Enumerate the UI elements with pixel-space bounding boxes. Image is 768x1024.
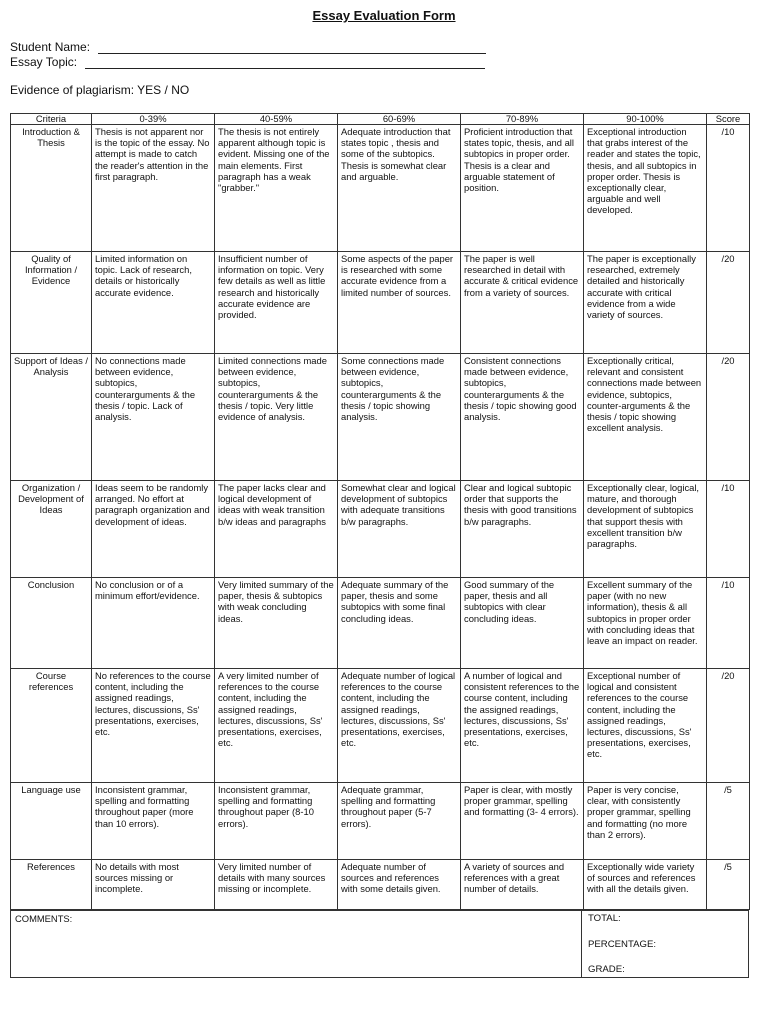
criteria-cell: Conclusion — [11, 578, 92, 669]
rubric-cell: Very limited summary of the paper, thesis & subtopics with weak concluding ideas. — [215, 578, 338, 669]
score-cell: /5 — [707, 783, 750, 860]
column-header: 70-89% — [461, 114, 584, 125]
criteria-cell: References — [11, 860, 92, 910]
rubric-cell: Very limited number of details with many sources missing or incomplete. — [215, 860, 338, 910]
page-title: Essay Evaluation Form — [312, 8, 456, 23]
total-label: TOTAL: — [588, 913, 621, 924]
rubric-cell: Paper is clear, with mostly proper grammar, spelling and formatting (3- 4 errors). — [461, 783, 584, 860]
student-name-line — [98, 52, 486, 54]
rubric-cell: No references to the course content, including the assigned readings, lectures, discussions, Ss' presentations, exercises, etc. — [92, 669, 215, 783]
rubric-header-row — [11, 114, 750, 125]
table-row — [11, 860, 750, 910]
rubric-cell: Adequate summary of the paper, thesis and some subtopics with some final concluding ideas. — [338, 578, 461, 669]
rubric-cell: The paper lacks clear and logical development of ideas with weak transition b/w ideas and paragraphs — [215, 481, 338, 578]
score-cell: /10 — [707, 125, 750, 252]
rubric-cell: Thesis is not apparent nor is the topic of the essay. No attempt is made to catch the reader's attention in the first paragraph. — [92, 125, 215, 252]
column-header: 60-69% — [338, 114, 461, 125]
criteria-cell: Organization / Development of Ideas — [11, 481, 92, 578]
rubric-cell: Exceptional introduction that grabs interest of the reader and states the topic, thesis, and all subtopics in proper order. Thesis is exceptionally clear, arguable and well developed. — [584, 125, 707, 252]
rubric-cell: A number of logical and consistent references to the course content, including the assigned readings, lectures, discussions, Ss' presentations, exercises, etc. — [461, 669, 584, 783]
column-header: 90-100% — [584, 114, 707, 125]
rubric-cell: The paper is well researched in detail with accurate & critical evidence from a variety of sources. — [461, 252, 584, 354]
essay-topic-label: Essay Topic: — [10, 55, 78, 69]
criteria-cell: Course references — [11, 669, 92, 783]
rubric-cell: Inconsistent grammar, spelling and formatting throughout paper (more than 10 errors). — [92, 783, 215, 860]
rubric-cell: Some aspects of the paper is researched with some accurate evidence from a limited number of sources. — [338, 252, 461, 354]
table-row — [11, 669, 750, 783]
rubric-cell: Exceptionally clear, logical, mature, and thorough development of subtopics that support thesis with excellent transition b/w paragraphs. — [584, 481, 707, 578]
comments-label: COMMENTS: — [15, 913, 73, 924]
essay-topic-field[interactable] — [10, 55, 485, 69]
criteria-cell: Introduction & Thesis — [11, 125, 92, 252]
rubric-cell: Proficient introduction that states topic, thesis, and all subtopics in proper order. Thesis is a clear and arguable statement of position. — [461, 125, 584, 252]
rubric-cell: The paper is exceptionally researched, extremely detailed and historically accurate with critical evidence from a wide variety of sources. — [584, 252, 707, 354]
rubric-cell: A very limited number of references to the course content, including the assigned readings, lectures, discussions, Ss' presentations, exercises, etc. — [215, 669, 338, 783]
rubric-cell: Adequate number of logical references to the course content, including the assigned readings, lectures, discussions, Ss' presentations, exercises, etc. — [338, 669, 461, 783]
table-row — [11, 481, 750, 578]
rubric-cell: Exceptionally critical, relevant and consistent connections made between evidence, subtopics, counter-arguments & the thesis / topic showing excellent analysis. — [584, 354, 707, 481]
table-row — [11, 354, 750, 481]
rubric-cell: Some connections made between evidence, subtopics, counterarguments & the thesis / topic showing analysis. — [338, 354, 461, 481]
rubric-cell: Limited connections made between evidence, subtopics, counterarguments & the thesis / topic. Very little evidence of analysis. — [215, 354, 338, 481]
criteria-cell: Quality of Information / Evidence — [11, 252, 92, 354]
comments-divider — [581, 911, 582, 977]
rubric-cell: Somewhat clear and logical development of subtopics with adequate transitions b/w paragraphs. — [338, 481, 461, 578]
column-header: 0-39% — [92, 114, 215, 125]
table-row — [11, 252, 750, 354]
rubric-cell: Good summary of the paper, thesis and all subtopics with clear concluding ideas. — [461, 578, 584, 669]
percentage-label: PERCENTAGE: — [588, 939, 657, 950]
score-cell: /10 — [707, 481, 750, 578]
rubric-cell: Adequate introduction that states topic , thesis and some of the subtopics. Thesis is somewhat clear and arguable. — [338, 125, 461, 252]
table-row — [11, 783, 750, 860]
score-cell: /10 — [707, 578, 750, 669]
table-row — [11, 125, 750, 252]
rubric-cell: Consistent connections made between evidence, subtopics, counterarguments & the thesis / topic showing good analysis. — [461, 354, 584, 481]
rubric-cell: Adequate grammar, spelling and formatting throughout paper (5-7 errors). — [338, 783, 461, 860]
column-header: Score — [707, 114, 750, 125]
criteria-cell: Language use — [11, 783, 92, 860]
criteria-cell: Support of Ideas / Analysis — [11, 354, 92, 481]
comments-box[interactable] — [10, 910, 749, 978]
rubric-cell: The thesis is not entirely apparent although topic is evident. Missing one of the main elements. First paragraph has a weak "grabber." — [215, 125, 338, 252]
rubric-cell: Adequate number of sources and references with some details given. — [338, 860, 461, 910]
rubric-cell: Limited information on topic. Lack of research, details or historically accurate evidence. — [92, 252, 215, 354]
student-name-label: Student Name: — [10, 40, 91, 54]
essay-topic-line — [85, 67, 485, 69]
student-name-field[interactable] — [10, 40, 486, 54]
rubric-cell: No conclusion or of a minimum effort/evidence. — [92, 578, 215, 669]
rubric-cell: Insufficient number of information on topic. Very few details as well as little research and historically accurate evidence are provided. — [215, 252, 338, 354]
rubric-cell: A variety of sources and references with a great number of details. — [461, 860, 584, 910]
rubric-table — [10, 113, 750, 910]
rubric-cell: Exceptionally wide variety of sources and references with all the details given. — [584, 860, 707, 910]
rubric-cell: Clear and logical subtopic order that supports the thesis with good transitions b/w paragraphs. — [461, 481, 584, 578]
score-cell: /20 — [707, 252, 750, 354]
rubric-cell: Excellent summary of the paper (with no new information), thesis & all subtopics in proper order with concluding ideas that leave an impact on reader. — [584, 578, 707, 669]
rubric-cell: No connections made between evidence, subtopics, counterarguments & the thesis / topic. Lack of analysis. — [92, 354, 215, 481]
column-header: 40-59% — [215, 114, 338, 125]
plagiarism-line: Evidence of plagiarism: YES / NO — [10, 83, 190, 97]
rubric-cell: Paper is very concise, clear, with consistently proper grammar, spelling and formatting (no more than 2 errors). — [584, 783, 707, 860]
rubric-cell: Inconsistent grammar, spelling and formatting throughout paper (8-10 errors). — [215, 783, 338, 860]
score-cell: /20 — [707, 354, 750, 481]
rubric-cell: Exceptional number of logical and consistent references to the course content, including the assigned readings, lectures, discussions, Ss' presentations, exercises, etc. — [584, 669, 707, 783]
score-cell: /20 — [707, 669, 750, 783]
rubric-cell: No details with most sources missing or incomplete. — [92, 860, 215, 910]
column-header: Criteria — [11, 114, 92, 125]
score-cell: /5 — [707, 860, 750, 910]
rubric-cell: Ideas seem to be randomly arranged. No effort at paragraph organization and development of ideas. — [92, 481, 215, 578]
table-row — [11, 578, 750, 669]
grade-label: GRADE: — [588, 964, 625, 975]
